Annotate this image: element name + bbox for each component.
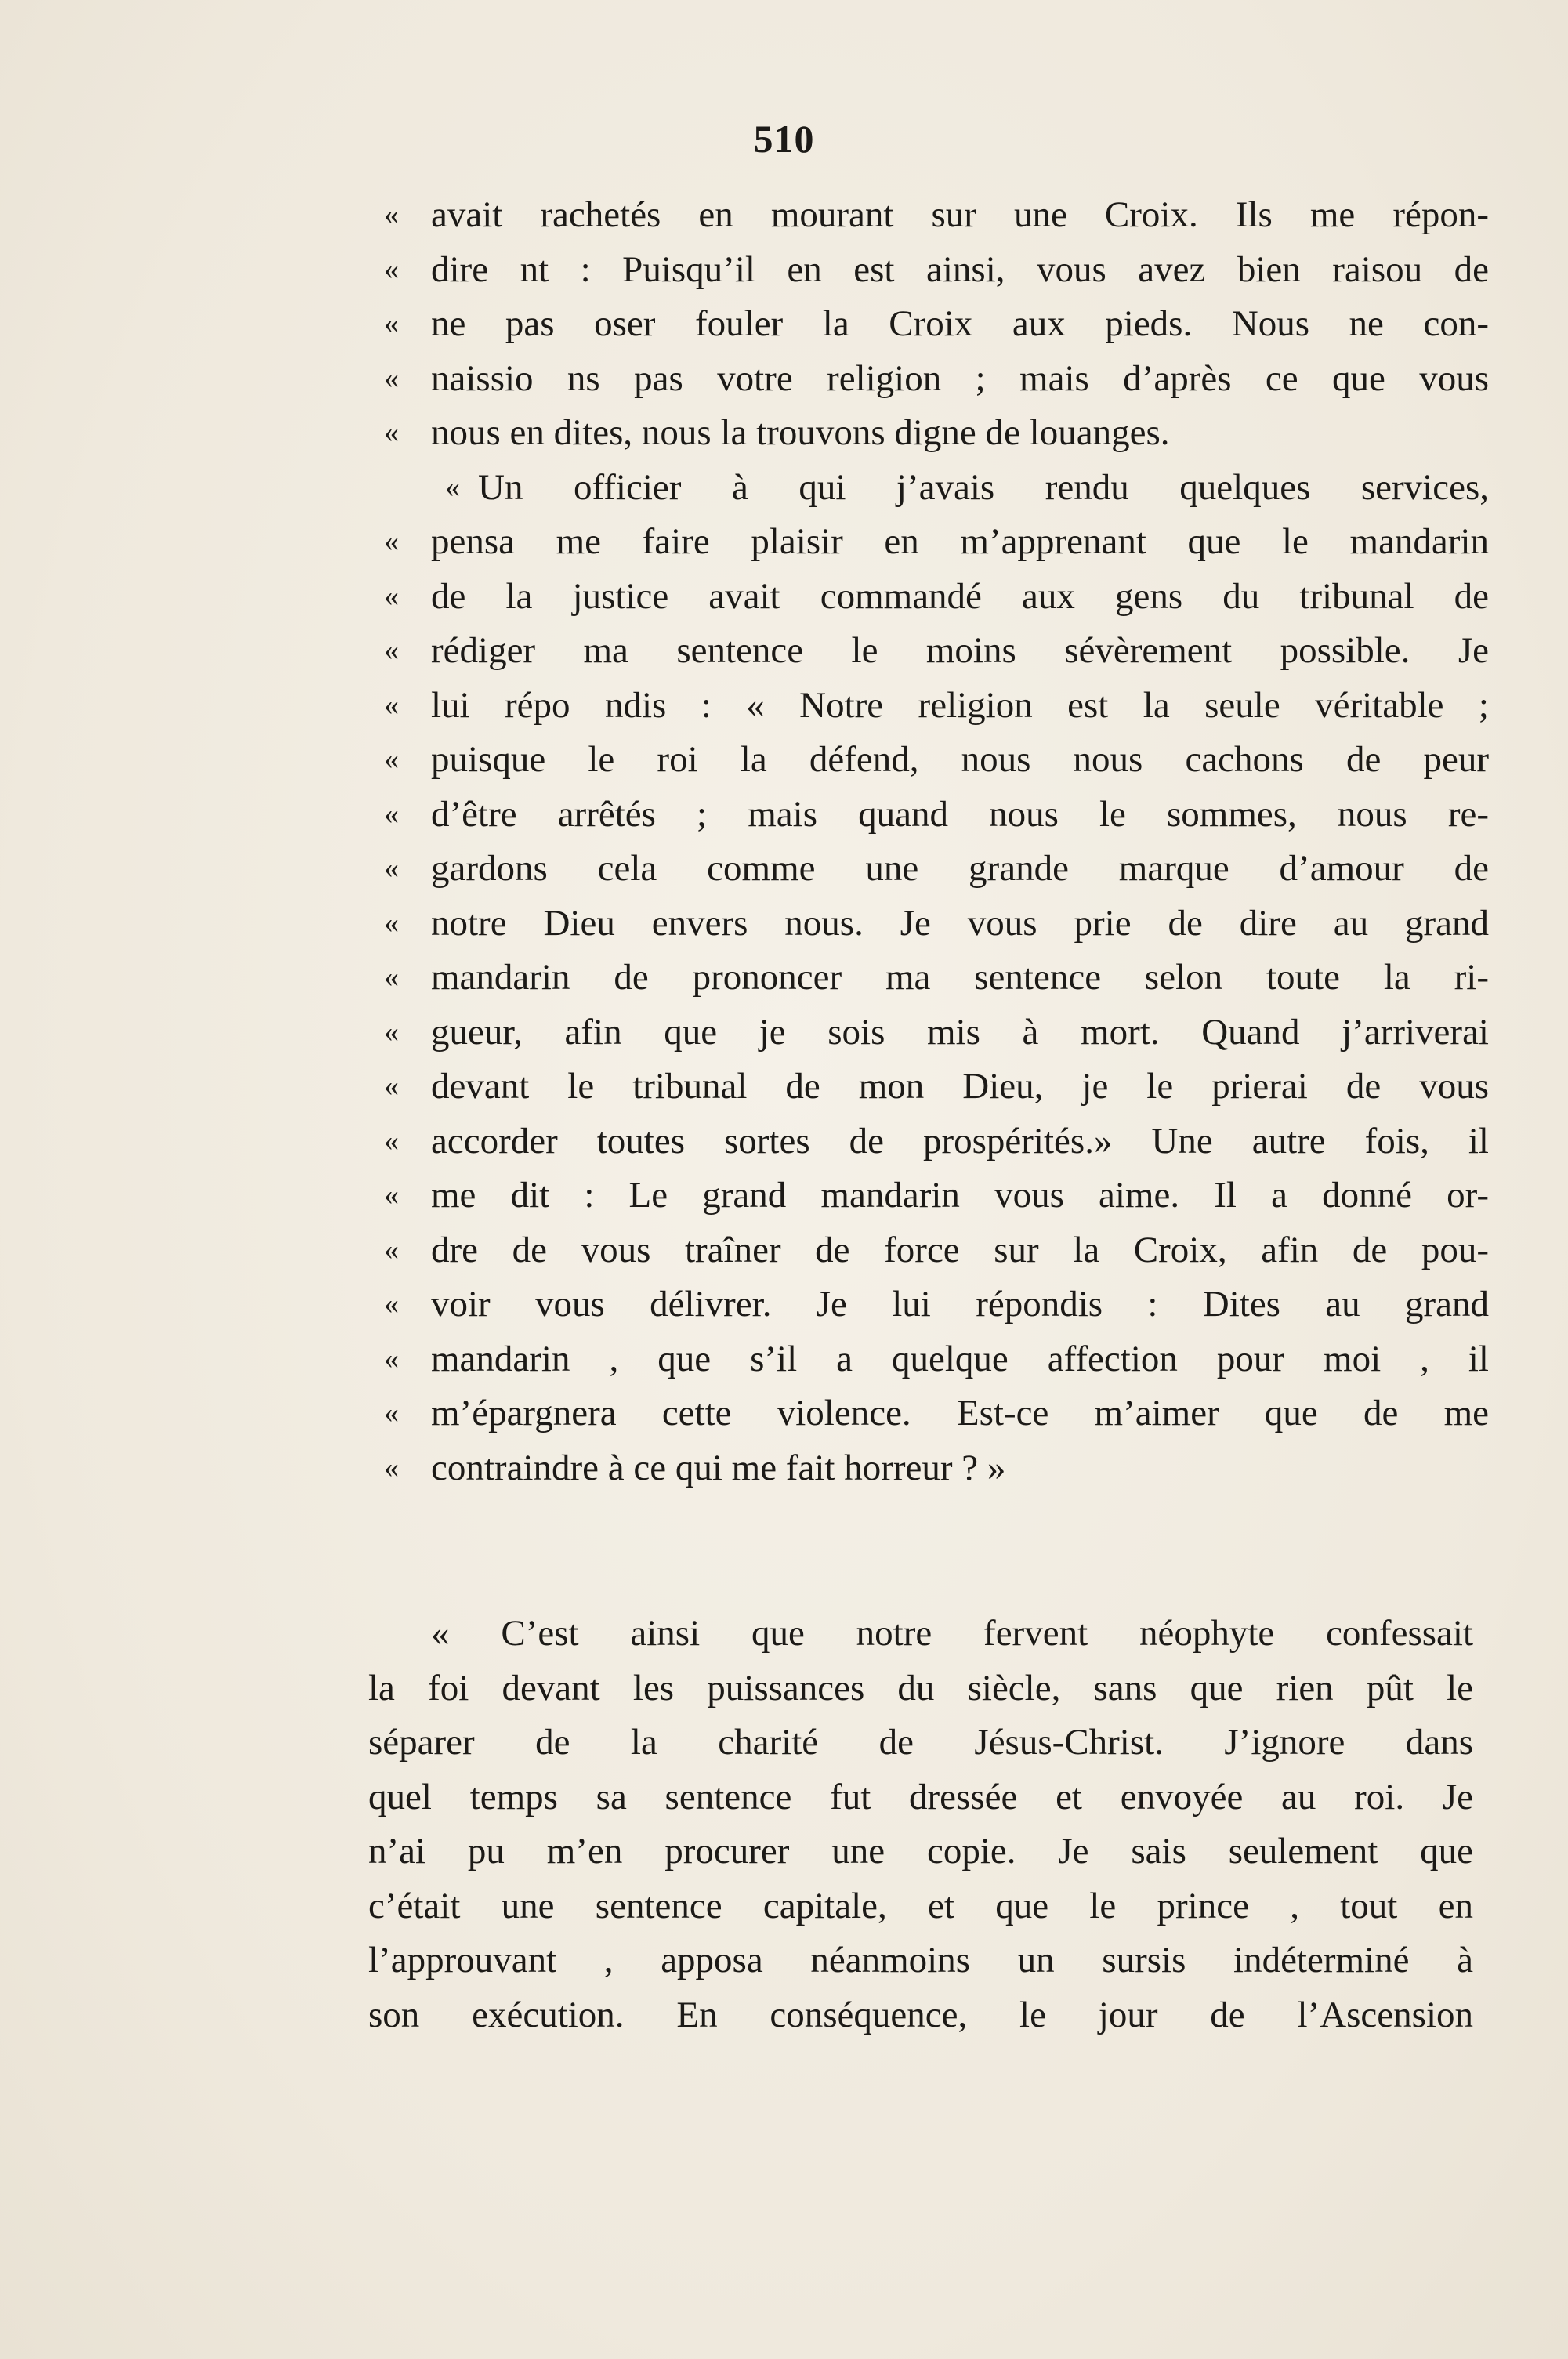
quote-line (384, 1441, 1489, 1496)
guillemet-marker: « (384, 1288, 399, 1321)
quote-line (384, 1169, 1489, 1223)
quote-line (384, 788, 1489, 842)
quote-line (384, 897, 1489, 951)
quote-line (384, 1332, 1489, 1387)
quote-line (384, 1114, 1489, 1169)
paragraph-line-text: n’ai pu m’en procurer une copie. Je sais seulement que (368, 1831, 1473, 1872)
paragraph-line (368, 1607, 1473, 1661)
quote-line-text: ne pas oser fouler la Croix aux pieds. Nous ne con- (431, 303, 1489, 344)
quoted-passage (384, 188, 1489, 1495)
guillemet-marker: « (384, 1397, 399, 1430)
quote-line-text: d’être arrêtés ; mais quand nous le sommes, nous re- (431, 793, 1489, 835)
paragraph-line (368, 1770, 1473, 1825)
quote-line-text: rédiger ma sentence le moins sévèrement possible. Je (431, 630, 1489, 671)
quote-line (384, 1386, 1489, 1441)
paragraph-line (368, 1825, 1473, 1879)
guillemet-marker: « (384, 688, 399, 722)
quote-line-text: contraindre à ce qui me fait horreur ? » (431, 1447, 1006, 1488)
paragraph-line (368, 1879, 1473, 1934)
quote-line (384, 406, 1489, 461)
quote-line-text: puisque le roi la défend, nous nous cachons de peur (431, 739, 1489, 780)
page-number: 510 (753, 117, 815, 161)
guillemet-marker: « (384, 852, 399, 885)
quote-line-text: mandarin de prononcer ma sentence selon toute la ri- (431, 957, 1489, 998)
guillemet-marker: « (384, 416, 399, 449)
quote-line (384, 461, 1489, 516)
paragraph-line (368, 1933, 1473, 1988)
paragraph-line-text: « C’est ainsi que notre fervent néophyte confessait (431, 1613, 1473, 1654)
quote-line (384, 570, 1489, 625)
guillemet-marker: « (384, 797, 399, 831)
quote-line (384, 1060, 1489, 1114)
quote-line (384, 951, 1489, 1006)
quote-line (384, 188, 1489, 243)
paragraph-line-text: la foi devant les puissances du siècle, sans que rien pût le (368, 1667, 1473, 1709)
paragraph-line (368, 1988, 1473, 2043)
paragraph-line-text: c’était une sentence capitale, et que le prince , tout en (368, 1885, 1473, 1926)
guillemet-marker: « (384, 307, 399, 340)
guillemet-marker: « (384, 961, 399, 994)
quote-line-text: naissio ns pas votre religion ; mais d’après ce que vous (431, 357, 1489, 399)
quote-line-text: dire nt : Puisqu’il en est ainsi, vous avez bien raisou de (431, 248, 1489, 290)
body-paragraph (368, 1607, 1473, 2042)
quote-line-text: mandarin , que s’il a quelque affection pour moi , il (431, 1338, 1489, 1379)
guillemet-marker: « (384, 1070, 399, 1103)
guillemet-marker: « (384, 1451, 399, 1484)
paragraph-line (368, 1661, 1473, 1716)
guillemet-marker: « (384, 743, 399, 776)
guillemet-marker: « (384, 525, 399, 558)
quote-line-text: me dit : Le grand mandarin vous aime. Il a donné or- (431, 1175, 1489, 1216)
guillemet-marker: « (384, 579, 399, 613)
quote-line-text: dre de vous traîner de force sur la Croix, afin de pou- (431, 1229, 1489, 1270)
quote-line-text: nous en dites, nous la trouvons digne de louanges. (431, 412, 1170, 453)
guillemet-marker: « (384, 198, 399, 231)
quote-line-text: devant le tribunal de mon Dieu, je le prierai de vous (431, 1066, 1489, 1107)
guillemet-marker: « (384, 361, 399, 395)
quote-line-text: accorder toutes sortes de prospérités.» Une autre fois, il (431, 1120, 1489, 1161)
guillemet-marker: « (384, 906, 399, 940)
guillemet-marker: « (384, 1342, 399, 1375)
paragraph-line-text: séparer de la charité de Jésus-Christ. J’ignore dans (368, 1722, 1473, 1763)
quote-line (384, 1006, 1489, 1060)
guillemet-marker: « (384, 252, 399, 286)
guillemet-marker: « (445, 470, 460, 504)
quote-line-text: gardons cela comme une grande marque d’amour de (431, 848, 1489, 889)
quote-line (384, 624, 1489, 679)
quote-line-text: de la justice avait commandé aux gens du tribunal de (431, 575, 1489, 617)
quote-line (384, 842, 1489, 897)
guillemet-marker: « (384, 1015, 399, 1049)
paragraph-line-text: son exécution. En conséquence, le jour de l’Ascension (368, 1994, 1473, 2035)
quote-line-text: voir vous délivrer. Je lui répondis : Dites au grand (431, 1284, 1489, 1324)
paragraph-line (368, 1716, 1473, 1770)
guillemet-marker: « (384, 634, 399, 667)
quote-line-text: Un officier à qui j’avais rendu quelques services, (478, 466, 1489, 508)
quote-line-text: avait rachetés en mourant sur une Croix. Ils me répon- (431, 194, 1489, 235)
quote-line (384, 1223, 1489, 1278)
guillemet-marker: « (384, 1233, 399, 1266)
quote-line (384, 733, 1489, 788)
quote-line (384, 352, 1489, 407)
quote-line (384, 297, 1489, 352)
guillemet-marker: « (384, 1124, 399, 1158)
guillemet-marker: « (384, 1179, 399, 1212)
quote-line-text: m’épargnera cette violence. Est-ce m’aimer que de me (431, 1393, 1489, 1433)
quote-line-text: lui répo ndis : « Notre religion est la seule véritable ; (431, 684, 1489, 726)
quote-line-text: pensa me faire plaisir en m’apprenant que le mandarin (431, 521, 1489, 562)
quote-line-text: notre Dieu envers nous. Je vous prie de dire au grand (431, 902, 1489, 944)
quote-line (384, 1277, 1489, 1332)
quote-line (384, 679, 1489, 734)
quote-line (384, 515, 1489, 570)
paragraph-line-text: l’approuvant , apposa néanmoins un sursis indéterminé à (368, 1940, 1473, 1980)
paragraph-line-text: quel temps sa sentence fut dressée et envoyée au roi. Je (368, 1776, 1473, 1817)
quote-line (384, 243, 1489, 298)
quote-line-text: gueur, afin que je sois mis à mort. Quand j’arriverai (431, 1011, 1489, 1053)
